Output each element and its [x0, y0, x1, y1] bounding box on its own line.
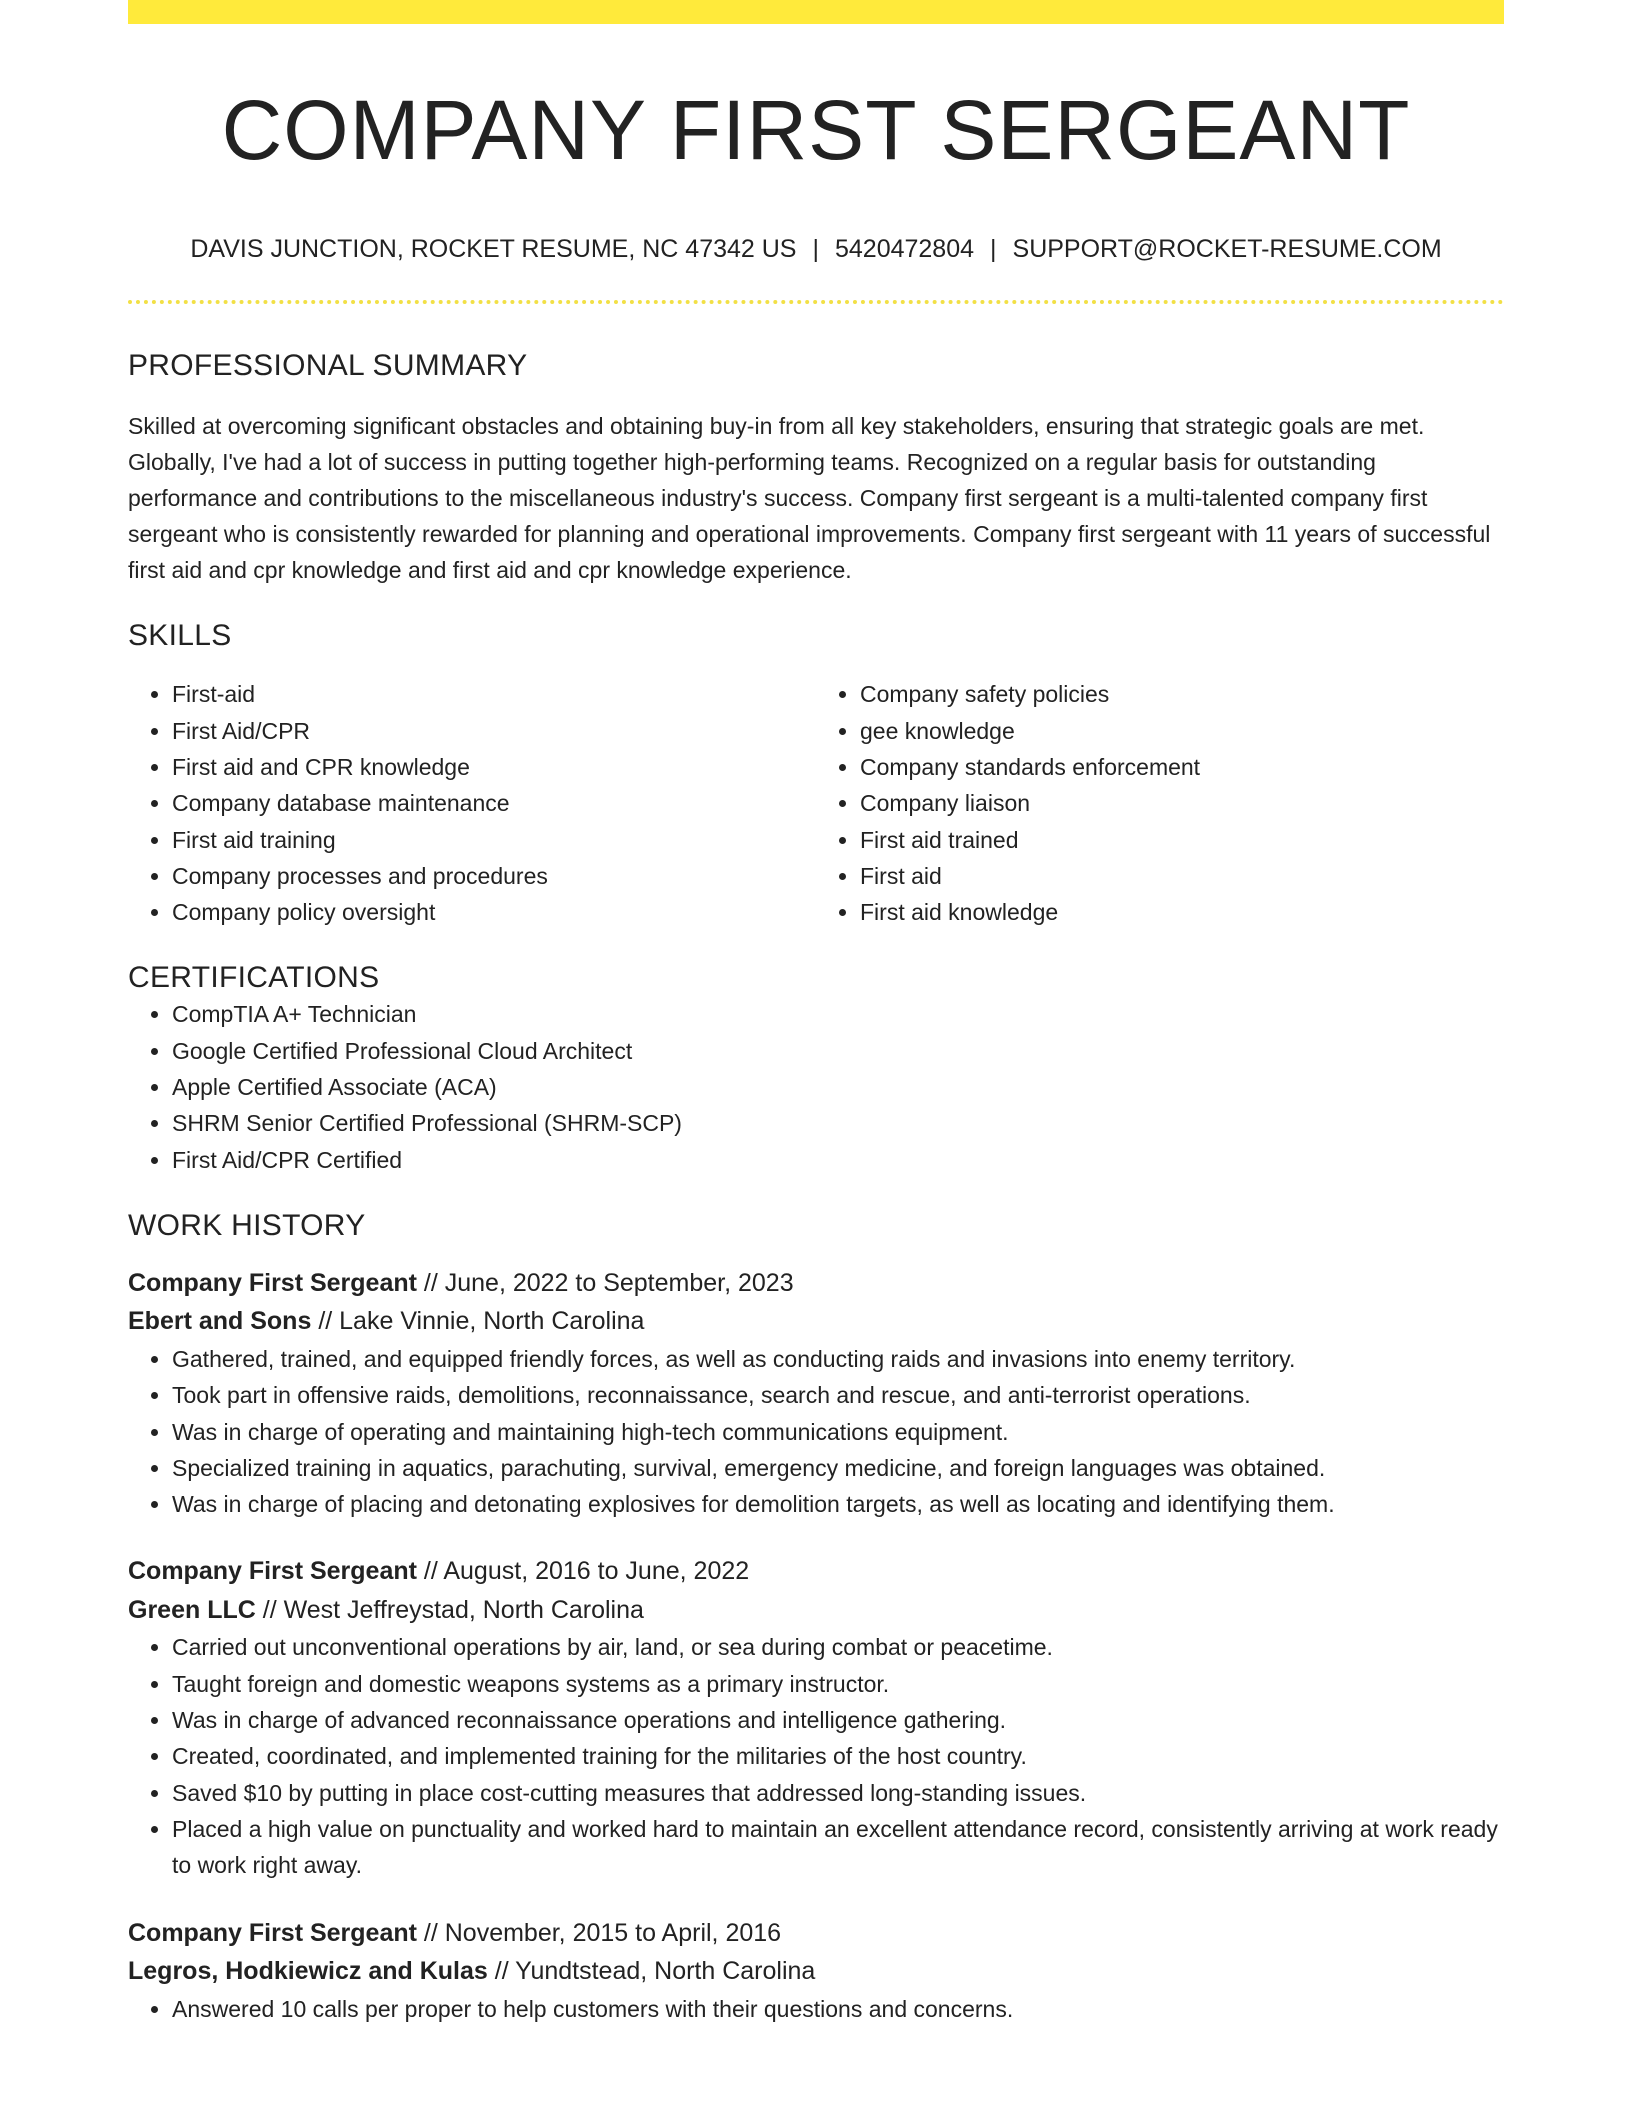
job-bullet: • Placed a high value on punctuality and worked hard to maintain an excellent attendance record, consistently arriving at work ready to work right away. — [172, 1811, 1504, 1884]
job-bullet: • Was in charge of advanced reconnaissance operations and intelligence gathering. — [172, 1702, 1504, 1738]
skill-item: • First aid and CPR knowledge — [172, 749, 816, 785]
job-bullet: • Specialized training in aquatics, parachuting, survival, emergency medicine, and foreign languages was obtained. — [172, 1450, 1504, 1486]
job-company: Legros, Hodkiewicz and Kulas — [128, 1957, 488, 1986]
accent-top-bar — [128, 0, 1504, 24]
dotted-divider — [128, 300, 1504, 304]
certification-item: • Apple Certified Associate (ACA) — [172, 1069, 1504, 1105]
contact-address: DAVIS JUNCTION, ROCKET RESUME, NC 47342 US — [190, 235, 797, 264]
job-location: // Yundtstead, North Carolina — [487, 1957, 816, 1986]
job-title-line — [128, 1552, 1504, 1591]
skill-item: • First aid — [860, 858, 1504, 894]
skill-item: • Company database maintenance — [172, 785, 816, 821]
job-bullet: • Created, coordinated, and implemented training for the militaries of the host country. — [172, 1738, 1504, 1774]
job-entry — [128, 1914, 1504, 2027]
contact-line — [128, 234, 1504, 264]
job-entry — [128, 1264, 1504, 1522]
job-title-line — [128, 1914, 1504, 1953]
job-bullet: • Saved $10 by putting in place cost-cutting measures that addressed long-standing issues. — [172, 1775, 1504, 1811]
job-bullet: • Was in charge of placing and detonating explosives for demolition targets, as well as locating and identifying them. — [172, 1486, 1504, 1522]
skill-item: • First aid trained — [860, 822, 1504, 858]
skill-item: • First aid training — [172, 822, 816, 858]
skill-item: • Company safety policies — [860, 676, 1504, 712]
job-bullet: • Was in charge of operating and maintaining high-tech communications equipment. — [172, 1414, 1504, 1450]
resume-page — [128, 0, 1504, 2027]
certifications-list — [128, 996, 1504, 1177]
job-company: Ebert and Sons — [128, 1307, 312, 1336]
skill-item: • Company standards enforcement — [860, 749, 1504, 785]
summary-paragraph: Skilled at overcoming significant obstacles and obtaining buy-in from all key stakeholders, ensuring that strategic goals are met. Globally, I've had a lot of success in putting together high-performing teams. Recognized on a regular basis for outstanding performance and contributions to the miscellaneous industry's success. Company first sergeant is a multi-talented company first sergeant who is consistently rewarded for planning and operational improvements. Company first sergeant with 11 years of successful first aid and cpr knowledge and first aid and cpr knowledge experience. — [128, 413, 1491, 584]
certifications-section-title: CERTIFICATIONS — [128, 961, 380, 995]
work-history-section-title: WORK HISTORY — [128, 1208, 366, 1242]
job-title-line — [128, 1264, 1504, 1303]
job-bullet-list — [128, 1991, 1504, 2027]
job-dates: // November, 2015 to April, 2016 — [416, 1918, 782, 1947]
skill-item: • Company processes and procedures — [172, 858, 816, 894]
job-bullet: • Answered 10 calls per proper to help customers with their questions and concerns. — [172, 1991, 1504, 2027]
job-location: // West Jeffreystad, North Carolina — [255, 1595, 644, 1624]
job-bullet: • Taught foreign and domestic weapons systems as a primary instructor. — [172, 1666, 1504, 1702]
skills-list-left — [128, 676, 816, 930]
job-role: Company First Sergeant — [128, 1918, 417, 1947]
job-dates: // June, 2022 to September, 2023 — [416, 1268, 794, 1297]
skill-item: • First aid knowledge — [860, 894, 1504, 930]
certification-item: • Google Certified Professional Cloud Architect — [172, 1033, 1504, 1069]
job-company-line — [128, 1952, 1504, 1991]
job-entry — [128, 1552, 1504, 1883]
skill-item: • First-aid — [172, 676, 816, 712]
skill-item: • Company liaison — [860, 785, 1504, 821]
skill-item: • gee knowledge — [860, 713, 1504, 749]
skills-list-right — [816, 676, 1504, 930]
skills-grid — [128, 676, 1504, 930]
certification-item: • CompTIA A+ Technician — [172, 996, 1504, 1032]
certification-item: • First Aid/CPR Certified — [172, 1142, 1504, 1178]
job-bullet-list — [128, 1629, 1504, 1883]
job-role: Company First Sergeant — [128, 1557, 417, 1586]
skills-section-title: SKILLS — [128, 619, 232, 653]
job-bullet: • Took part in offensive raids, demolitions, reconnaissance, search and rescue, and anti-terrorist operations. — [172, 1377, 1504, 1413]
contact-email: SUPPORT@ROCKET-RESUME.COM — [1012, 235, 1442, 264]
skill-item: • Company policy oversight — [172, 894, 816, 930]
contact-separator: | — [812, 235, 819, 264]
contact-phone: 5420472804 — [834, 235, 975, 264]
job-company: Green LLC — [128, 1595, 256, 1624]
job-bullet: • Gathered, trained, and equipped friendly forces, as well as conducting raids and invasions into enemy territory. — [172, 1341, 1504, 1377]
job-role: Company First Sergeant — [128, 1268, 417, 1297]
contact-separator: | — [990, 235, 997, 264]
resume-name-heading: COMPANY FIRST SERGEANT — [221, 83, 1411, 177]
certification-item: • SHRM Senior Certified Professional (SHRM-SCP) — [172, 1105, 1504, 1141]
skill-item: • First Aid/CPR — [172, 713, 816, 749]
job-company-line — [128, 1591, 1504, 1630]
job-bullet: • Carried out unconventional operations by air, land, or sea during combat or peacetime. — [172, 1629, 1504, 1665]
job-bullet-list — [128, 1341, 1504, 1522]
summary-section-title: PROFESSIONAL SUMMARY — [128, 349, 528, 383]
job-location: // Lake Vinnie, North Carolina — [311, 1307, 645, 1336]
job-dates: // August, 2016 to June, 2022 — [416, 1557, 750, 1586]
job-company-line — [128, 1302, 1504, 1341]
